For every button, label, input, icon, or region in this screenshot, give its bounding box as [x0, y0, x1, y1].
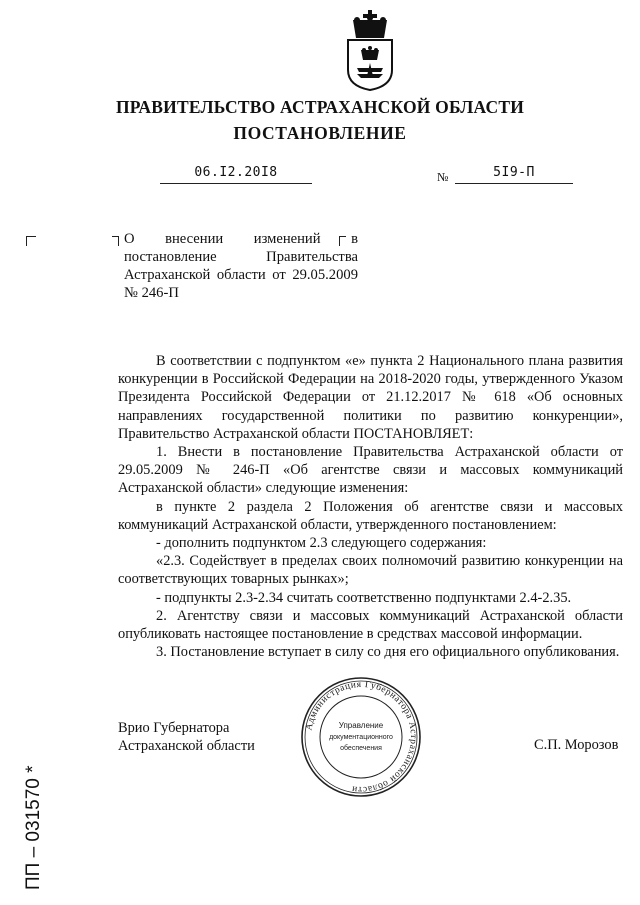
number-underline	[455, 183, 573, 184]
document-number: 5I9-П	[493, 165, 535, 180]
seal-inner-line2: документационного	[329, 734, 393, 741]
document-date: 06.I2.20I8	[194, 165, 278, 180]
body-paragraph: - подпункты 2.3-2.34 считать соответственно подпунктами 2.4-2.35.	[156, 589, 572, 606]
body-paragraph: «2.3. Содействует в пределах своих полномочий развитию конкуренции на соответствующих товарных рынках»;	[118, 553, 623, 588]
body-paragraph: в пункте 2 раздела 2 Положения об агентстве связи и массовых коммуникаций Астраханской области, утвержденного постановлением:	[118, 498, 623, 533]
serial-code-text: ПП – 031570 *	[23, 765, 44, 890]
document-subject: О внесении изменений в постановление Правительства Астраханской области от 29.05.2009 № 246-П	[124, 231, 358, 301]
body-paragraph: 2. Агентству связи и массовых коммуникаций Астраханской области опубликовать настоящее постановление в средствах массовой информации.	[118, 607, 623, 643]
date-underline	[160, 183, 312, 184]
form-serial-code	[11, 708, 51, 893]
body-paragraph: - дополнить подпунктом 2.3 следующего содержания:	[156, 535, 487, 552]
document-body	[118, 352, 623, 661]
subject-left-bracket	[112, 236, 119, 246]
margin-corner-mark	[26, 236, 36, 246]
organization-name: ПРАВИТЕЛЬСТВО АСТРАХАНСКОЙ ОБЛАСТИ	[115, 97, 525, 117]
body-paragraph: В соответствии с подпунктом «е» пункта 2 Национального плана развития конкуренции в Российской Федерации на 2018-2020 годы, утвержденного Указом Президента Российской Федерации от 21.12.2017 № 618 «Об основных направлениях государственной политики по развитию конкуренции», Правительство Астраханской области ПОСТАНОВЛЯЕТ:	[118, 353, 623, 442]
signatory-position-line2: Астраханской области	[118, 738, 255, 754]
official-seal	[300, 676, 422, 798]
signatory-position	[118, 719, 255, 755]
seal-inner-line1: Управление	[338, 721, 384, 730]
signatory-position-line1: Врио Губернатора	[118, 720, 230, 736]
coat-of-arms-icon	[343, 8, 397, 92]
seal-inner-line3: обеспечения	[340, 745, 382, 752]
document-type: ПОСТАНОВЛЕНИЕ	[233, 123, 407, 143]
signatory-name: С.П. Морозов	[534, 737, 619, 753]
seal-outer-text: Администрация Губернатора Астраханской области	[304, 679, 419, 795]
body-paragraph: 1. Внести в постановление Правительства Астраханской области от 29.05.2009 № 246-П «Об агентстве связи и массовых коммуникаций Астраханской области» следующие изменения:	[118, 444, 623, 497]
number-sign: №	[437, 170, 449, 184]
body-paragraph: 3. Постановление вступает в силу со дня его официального опубликования.	[156, 644, 620, 661]
